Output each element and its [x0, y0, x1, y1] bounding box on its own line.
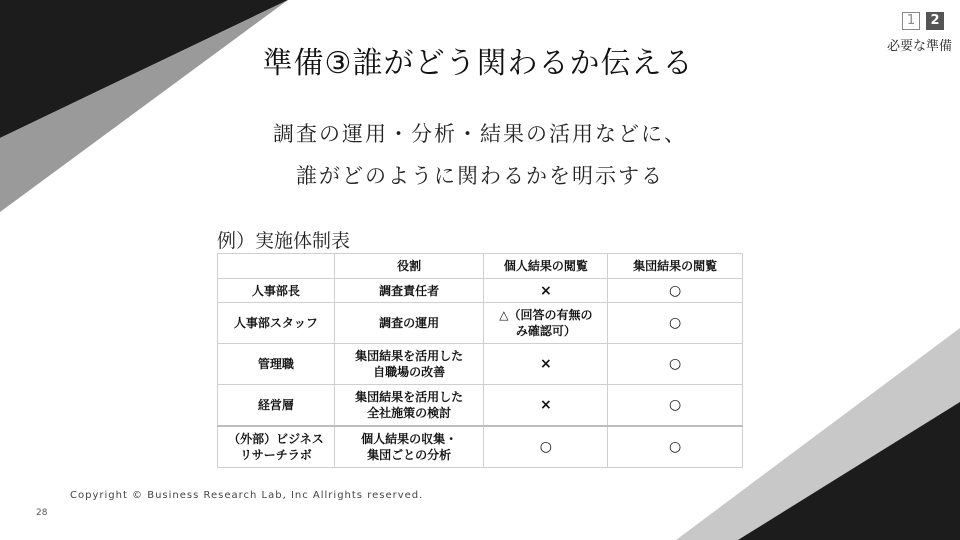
role-cell: 管理職	[218, 344, 335, 385]
step-1-indicator[interactable]: 1	[902, 12, 920, 30]
group-access-cell: ○	[608, 426, 743, 468]
individual-access-line-2: み確認可）	[515, 324, 576, 338]
duty-line-1: 個人結果の収集・	[361, 432, 458, 446]
example-label: 例）実施体制表	[217, 230, 351, 252]
group-access-cell: ○	[608, 279, 743, 303]
header-cell-duty: 役割	[334, 254, 484, 279]
duty-cell	[334, 344, 484, 385]
individual-access-cell	[484, 303, 608, 344]
individual-access-cell: ×	[484, 344, 608, 385]
role-cell: 人事部スタッフ	[218, 303, 335, 344]
role-cell: 人事部長	[218, 279, 335, 303]
role-cell: 経営層	[218, 385, 335, 427]
table-header-row	[218, 254, 743, 279]
individual-access-line-1: △（回答の有無の	[499, 308, 593, 322]
role-cell	[218, 426, 335, 468]
step-2-indicator[interactable]: 2	[926, 12, 944, 30]
step-navigation	[902, 12, 944, 30]
duty-line-2: 全社施策の検討	[367, 406, 452, 420]
duty-cell	[334, 385, 484, 427]
lead-line-1: 調査の運用・分析・結果の活用などに、	[273, 122, 687, 146]
duty-cell	[334, 426, 484, 468]
table-row	[218, 279, 743, 303]
section-label: 必要な準備	[886, 39, 952, 54]
duty-cell: 調査責任者	[334, 279, 484, 303]
slide-title-text: 準備③誰がどう関わるか伝える	[262, 46, 694, 81]
individual-access-cell: ×	[484, 279, 608, 303]
group-access-cell: ○	[608, 385, 743, 427]
table-row	[218, 344, 743, 385]
group-access-cell: ○	[608, 344, 743, 385]
table-row	[218, 426, 743, 468]
table-row	[218, 385, 743, 427]
duty-line-2: 自職場の改善	[373, 365, 446, 379]
duty-line-1: 集団結果を活用した	[355, 390, 464, 404]
duty-cell: 調査の運用	[334, 303, 484, 344]
header-cell-group: 集団結果の閲覧	[608, 254, 743, 279]
lead-line-2: 誰がどのように関わるかを明示する	[296, 164, 664, 188]
organization-table	[217, 253, 743, 468]
slide-title	[0, 38, 960, 82]
table-row	[218, 303, 743, 344]
duty-line-2: 集団ごとの分析	[367, 448, 452, 462]
duty-line-1: 集団結果を活用した	[355, 349, 464, 363]
individual-access-cell: ○	[484, 426, 608, 468]
header-cell-individual: 個人結果の閲覧	[484, 254, 608, 279]
header-cell-empty	[218, 254, 335, 279]
role-line-2: リサーチラボ	[240, 448, 312, 462]
page-number: 28	[36, 508, 48, 518]
individual-access-cell: ×	[484, 385, 608, 427]
role-line-1: （外部）ビジネス	[228, 432, 324, 446]
copyright-notice: Copyright © Business Research Lab, Inc Allrights reserved.	[70, 490, 424, 501]
group-access-cell: ○	[608, 303, 743, 344]
